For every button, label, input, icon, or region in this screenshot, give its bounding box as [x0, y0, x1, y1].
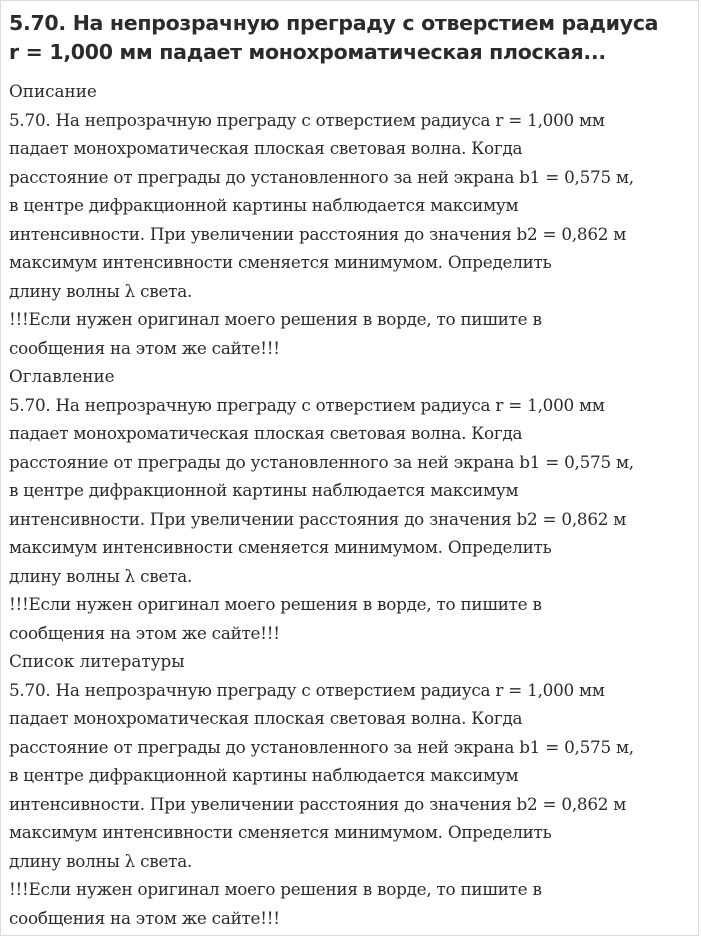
contents-text — [9, 391, 699, 648]
section-references — [9, 647, 699, 932]
text-line: максимум интенсивности сменяется минимумом. Определить — [9, 537, 552, 557]
title-line: 5.70. На непрозрачную преграду с отверстием радиуса — [9, 11, 659, 35]
text-line: длину волны λ света. — [9, 280, 193, 301]
text-line: длину волны λ света. — [9, 850, 193, 871]
section-contents — [9, 362, 699, 647]
references-text — [9, 676, 699, 933]
description-text — [9, 106, 699, 363]
text-line: расстояние от преграды до установленного за ней экрана b1 = 0,575 м, — [9, 166, 634, 187]
text-line: в центре дифракционной картины наблюдается максимум — [9, 480, 519, 500]
section-description — [9, 77, 699, 362]
text-line: интенсивности. При увеличении расстояния до значения b2 = 0,862 м — [9, 508, 627, 529]
text-line: интенсивности. При увеличении расстояния до значения b2 = 0,862 м — [9, 223, 627, 244]
text-line: !!!Если нужен оригинал моего решения в ворде, то пишите в — [9, 309, 542, 329]
text-line: в центре дифракционной картины наблюдается максимум — [9, 195, 519, 215]
text-line: !!!Если нужен оригинал моего решения в ворде, то пишите в — [9, 879, 542, 899]
text-line: сообщения на этом же сайте!!! — [9, 622, 280, 643]
page-title — [9, 9, 699, 67]
section-heading-contents: Оглавление — [9, 366, 115, 386]
text-line: !!!Если нужен оригинал моего решения в ворде, то пишите в — [9, 594, 542, 614]
text-line: 5.70. На непрозрачную преграду с отверстием радиуса r = 1,000 мм — [9, 394, 605, 415]
title-line: r = 1,000 мм падает монохроматическая плоская... — [9, 40, 606, 64]
text-line: расстояние от преграды до установленного за ней экрана b1 = 0,575 м, — [9, 451, 634, 472]
section-heading-description: Описание — [9, 81, 97, 101]
text-line: расстояние от преграды до установленного за ней экрана b1 = 0,575 м, — [9, 736, 634, 757]
text-line: 5.70. На непрозрачную преграду с отверстием радиуса r = 1,000 мм — [9, 679, 605, 700]
text-line: сообщения на этом же сайте!!! — [9, 337, 280, 358]
text-line: длину волны λ света. — [9, 565, 193, 586]
text-line: в центре дифракционной картины наблюдается максимум — [9, 765, 519, 785]
text-line: максимум интенсивности сменяется минимумом. Определить — [9, 252, 552, 272]
text-line: максимум интенсивности сменяется минимумом. Определить — [9, 822, 552, 842]
text-line: 5.70. На непрозрачную преграду с отверстием радиуса r = 1,000 мм — [9, 109, 605, 130]
text-line: падает монохроматическая плоская световая волна. Когда — [9, 423, 523, 443]
content — [9, 77, 699, 932]
text-line: падает монохроматическая плоская световая волна. Когда — [9, 708, 523, 728]
text-line: интенсивности. При увеличении расстояния до значения b2 = 0,862 м — [9, 793, 627, 814]
text-line: сообщения на этом же сайте!!! — [9, 907, 280, 928]
section-heading-references: Список литературы — [9, 651, 185, 671]
text-line: падает монохроматическая плоская световая волна. Когда — [9, 138, 523, 158]
